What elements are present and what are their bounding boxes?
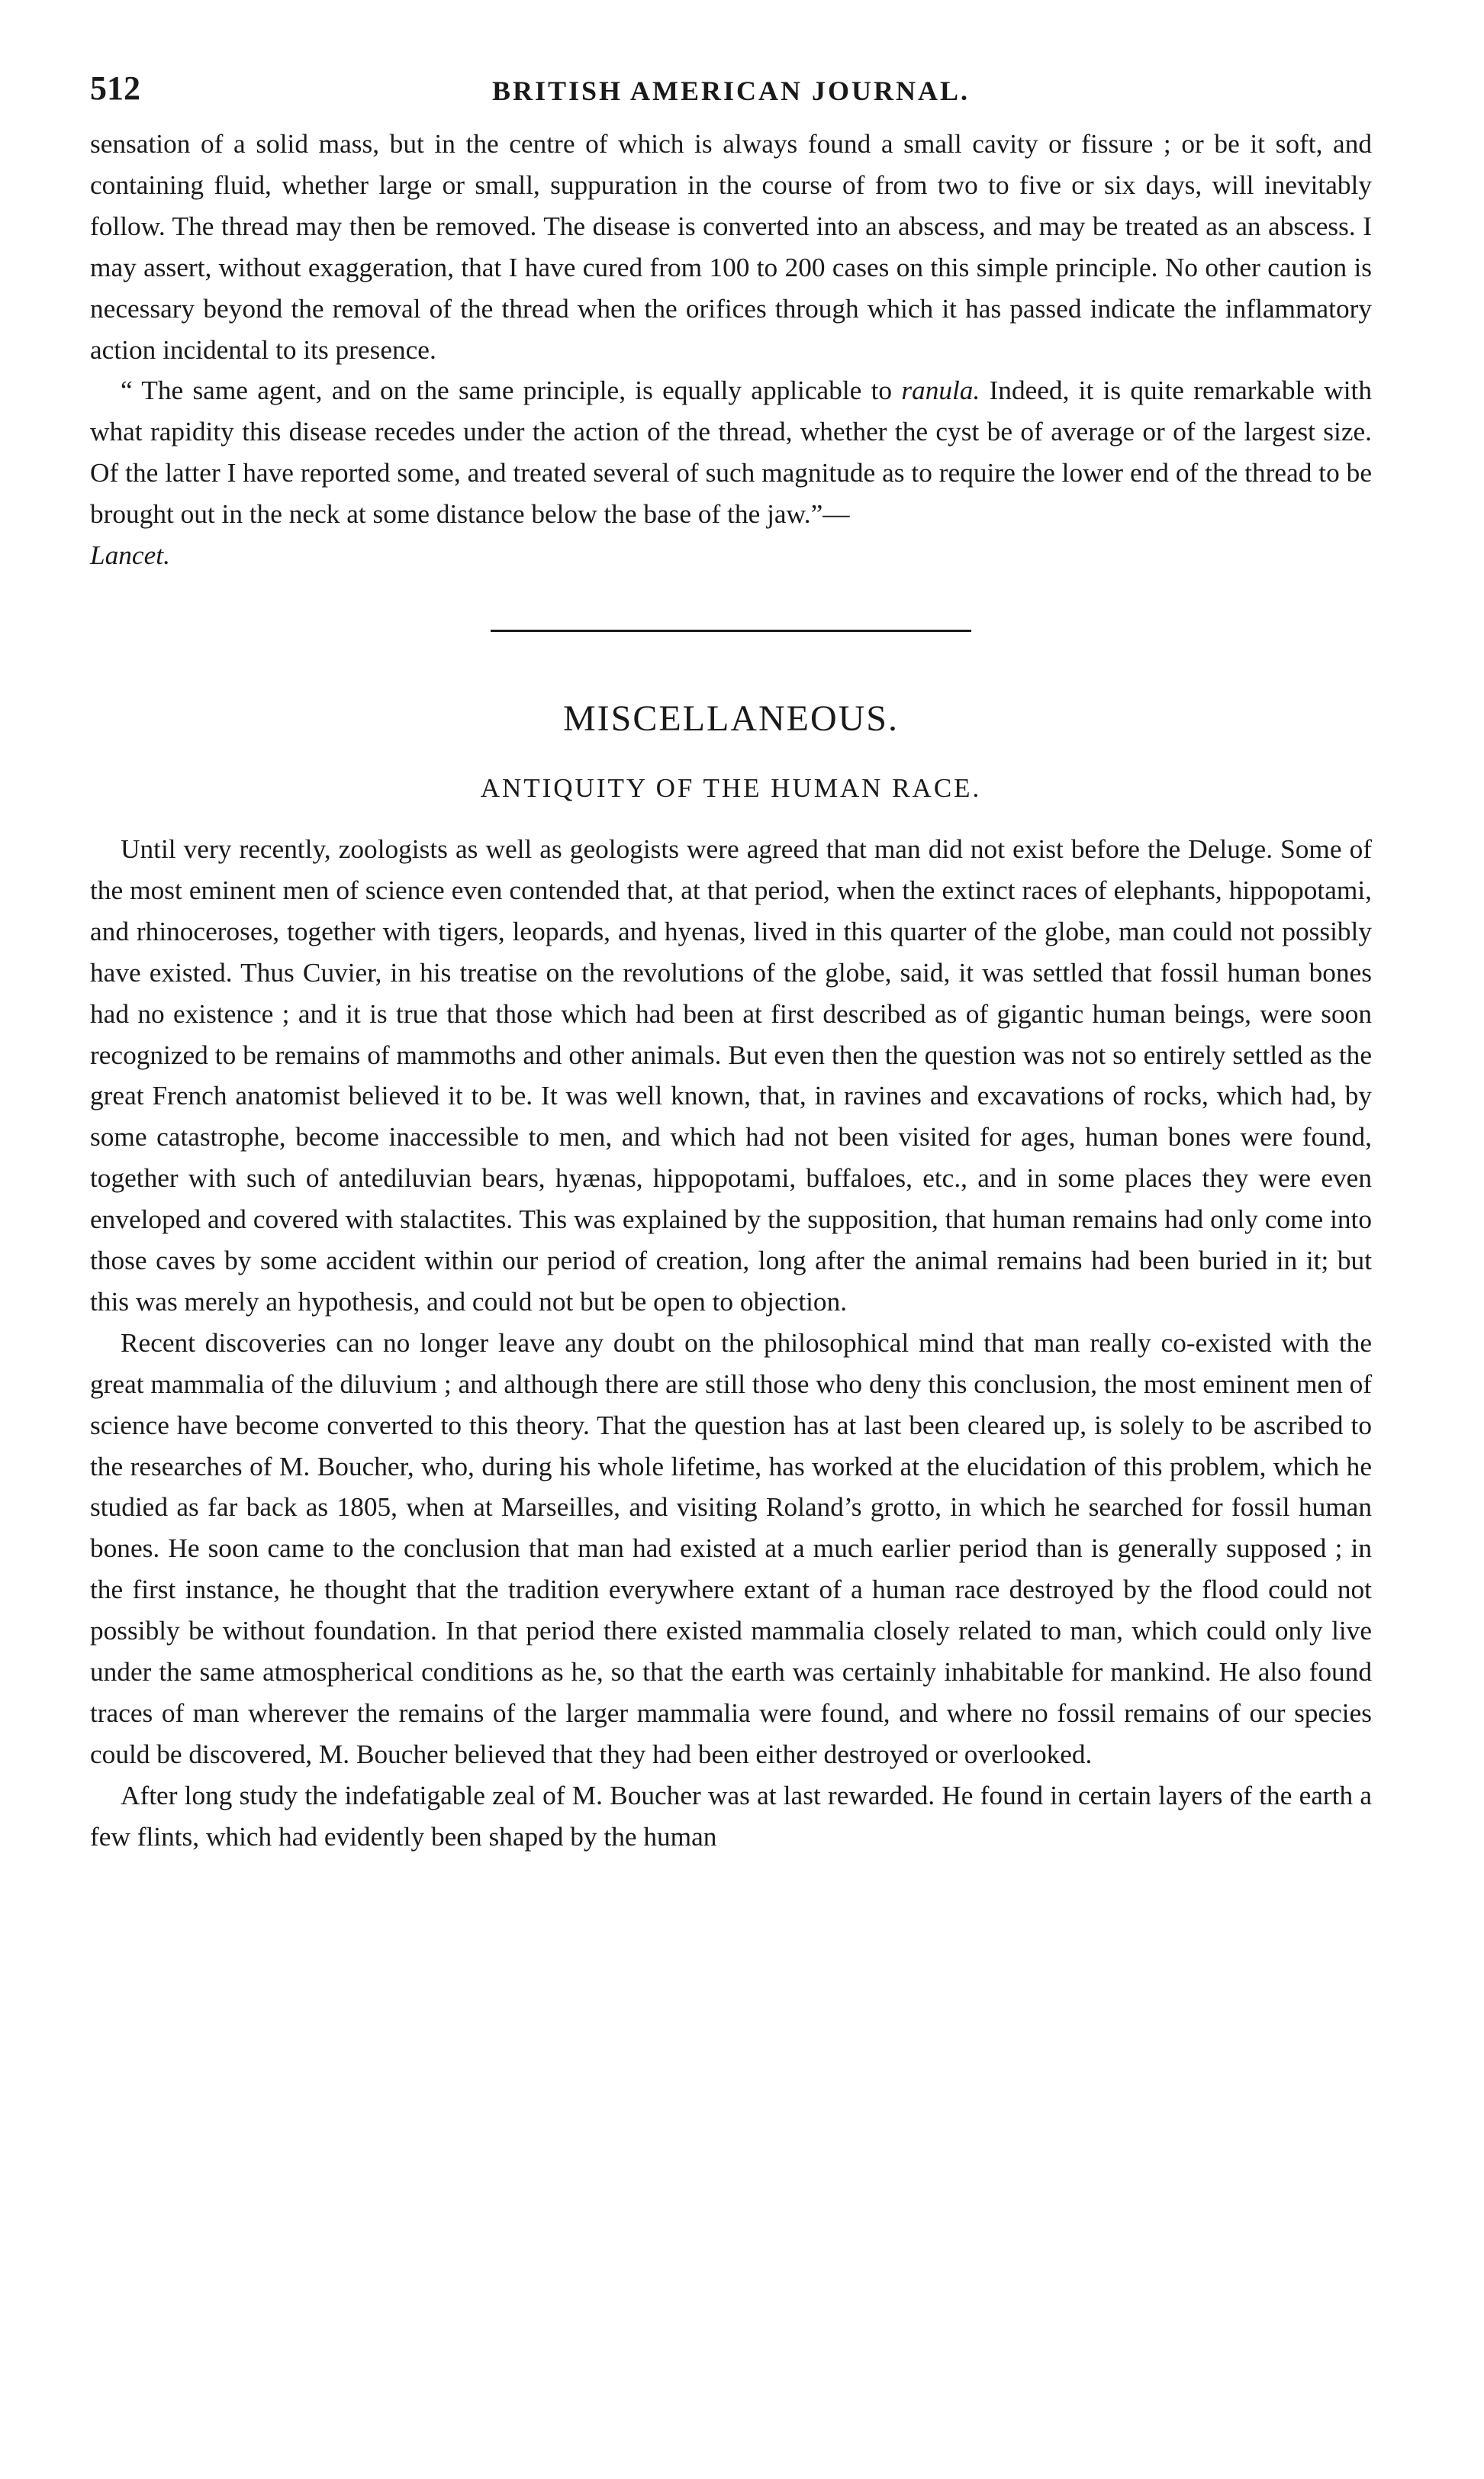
paragraph-ranula-text-b: Indeed, it is quite remarkable with what rapidity this disease recedes under the action of the thread, whether the cyst be of average or of the largest size. Of the latter I have reported some, and treated several of such magnitude as to require the lower end of the thread to be brought out in the neck at some distance below the base of the jaw.”—	[90, 376, 1372, 530]
body-paragraph: After long study the indefatigable zeal of M. Boucher was at last rewarded. He found in certain layers of the earth a few flints, which had evidently been shaped by the human	[90, 1780, 1372, 1852]
body-paragraph: Until very recently, zoologists as well as geologists were agreed that man did not exist before the Deluge. Some of the most eminent men of science even contended that, at that period, when the extinct races of elephants, hippopotami, and rhinoceroses, together with tigers, leopards, and hyenas, lived in this quarter of the globe, man could not possibly have existed. Thus Cuvier, in his treatise on the revolutions of the globe, said, it was settled that fossil human bones had no existence ; and it is true that those which had been at first described as of gigantic human beings, were soon recognized to be remains of mammoths and other animals. But even then the question was not so entirely settled as the great French anatomist believed it to be. It was well known, that, in ravines and excavations of rocks, which had, by some catastrophe, become inaccessible to men, and which had not been visited for ages, human bones were found, together with such of antediluvian bears, hyænas, hippopotami, buffaloes, etc., and in some places they were even enveloped and covered with stalactites. This was explained by the supposition, that human remains had only come into those caves by some accident within our period of creation, long after the animal remains had been buried in it; but this was merely an hypothesis, and could not but be open to objection.	[90, 833, 1372, 1317]
article-body	[90, 829, 1372, 1858]
running-title: BRITISH AMERICAN JOURNAL.	[491, 76, 971, 106]
paragraph-continued: sensation of a solid mass, but in the centre of which is always found a small cavity or fissure ; or be it soft, and containing fluid, whether large or small, suppuration in the course of from two to five or six days, will inevitably follow. The thread may then be removed. The disease is converted into an abscess, and may be treated as an abscess. I may assert, without exaggeration, that I have cured from 100 to 200 cases on this simple principle. No other caution is necessary beyond the removal of the thread when the orifices through which it has passed indicate the inflammatory action incidental to its presence.	[90, 129, 1372, 365]
section-divider	[491, 630, 971, 632]
article-subtitle: ANTIQUITY OF THE HUMAN RACE.	[480, 772, 982, 803]
page-header	[90, 69, 1372, 114]
page-number: 512	[90, 69, 140, 107]
source-attribution: Lancet.	[90, 540, 170, 571]
paragraph-ranula-text-a: “ The same agent, and on the same principle, is equally applicable to	[121, 376, 902, 406]
ranula-italic: ranula.	[901, 376, 980, 406]
body-paragraph: Recent discoveries can no longer leave any doubt on the philosophical mind that man really co-existed with the great mammalia of the diluvium ; and although there are still those who deny this conclusion, the most eminent men of science have become converted to this theory. That the question has at last been cleared up, is solely to be ascribed to the researches of M. Boucher, who, during his whole lifetime, has worked at the elucidation of this problem, which he studied as far back as 1805, when at Marseilles, and visiting Roland’s grotto, in which he searched for fossil human bones. He soon came to the conclusion that man had existed at a much earlier period than is generally supposed ; in the first instance, he thought that the tradition everywhere extant of a human race destroyed by the flood could not possibly be without foundation. In that period there existed mammalia closely related to man, which could only live under the same atmospherical conditions as he, so that the earth was certainly inhabitable for mankind. He also found traces of man wherever the remains of the larger mammalia were found, and where no fossil remains of our species could be discovered, M. Boucher believed that they had been either destroyed or overlooked.	[90, 1327, 1372, 1769]
section-title: MISCELLANEOUS.	[562, 698, 899, 739]
page	[90, 69, 1372, 1858]
paragraph-ranula	[90, 370, 1372, 535]
continued-article	[90, 124, 1372, 576]
